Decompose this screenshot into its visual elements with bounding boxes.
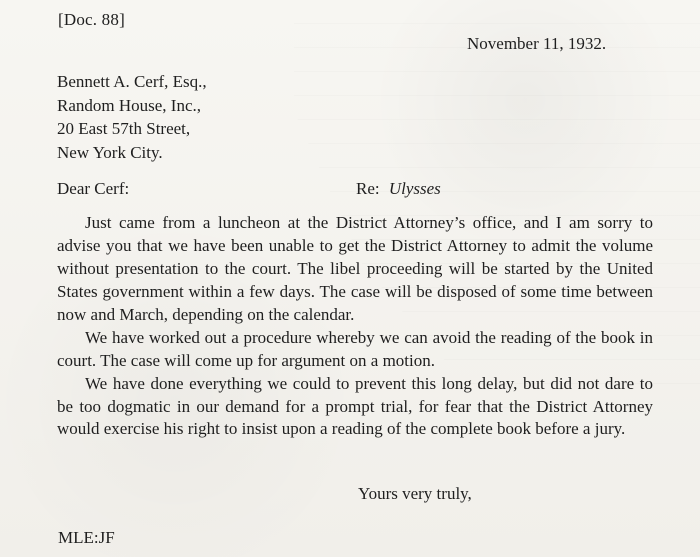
body-paragraph-1: Just came from a luncheon at the District Attorney’s office, and I am sorry to advise you that we have been unable to get the District Attorney to admit the volume without presentation to the court. The libel proceeding will be started by the United States government within a few days. The case will be disposed of some time between now and March, depending on the calendar. (57, 213, 653, 324)
body-paragraph-2: We have worked out a procedure whereby we can avoid the reading of the book in court. The case will come up for argument on a motion. (57, 327, 653, 370)
letter-body (57, 212, 653, 441)
address-line-4: New York City. (57, 142, 163, 162)
closing-line: Yours very truly, (358, 484, 472, 503)
body-paragraph-3: We have done everything we could to prevent this long delay, but did not dare to be too dogmatic in our demand for a prompt trial, for fear that the District Attorney would exercise his right to insist upon a reading of the complete book before a jury. (57, 373, 653, 439)
address-line-3: 20 East 57th Street, (57, 119, 191, 139)
letter-date: November 11, 1932. (467, 34, 607, 53)
salutation: Dear Cerf: (57, 179, 130, 198)
subject-title: Ulysses (388, 179, 441, 198)
address-line-2: Random House, Inc., (57, 95, 202, 115)
typist-initials: MLE:JF (58, 528, 115, 547)
document-number: [Doc. 88] (58, 10, 125, 29)
subject-prefix: Re: (356, 179, 380, 198)
recipient-address (57, 70, 207, 165)
subject-line (356, 179, 441, 199)
address-line-1: Bennett A. Cerf, Esq., (57, 72, 207, 91)
